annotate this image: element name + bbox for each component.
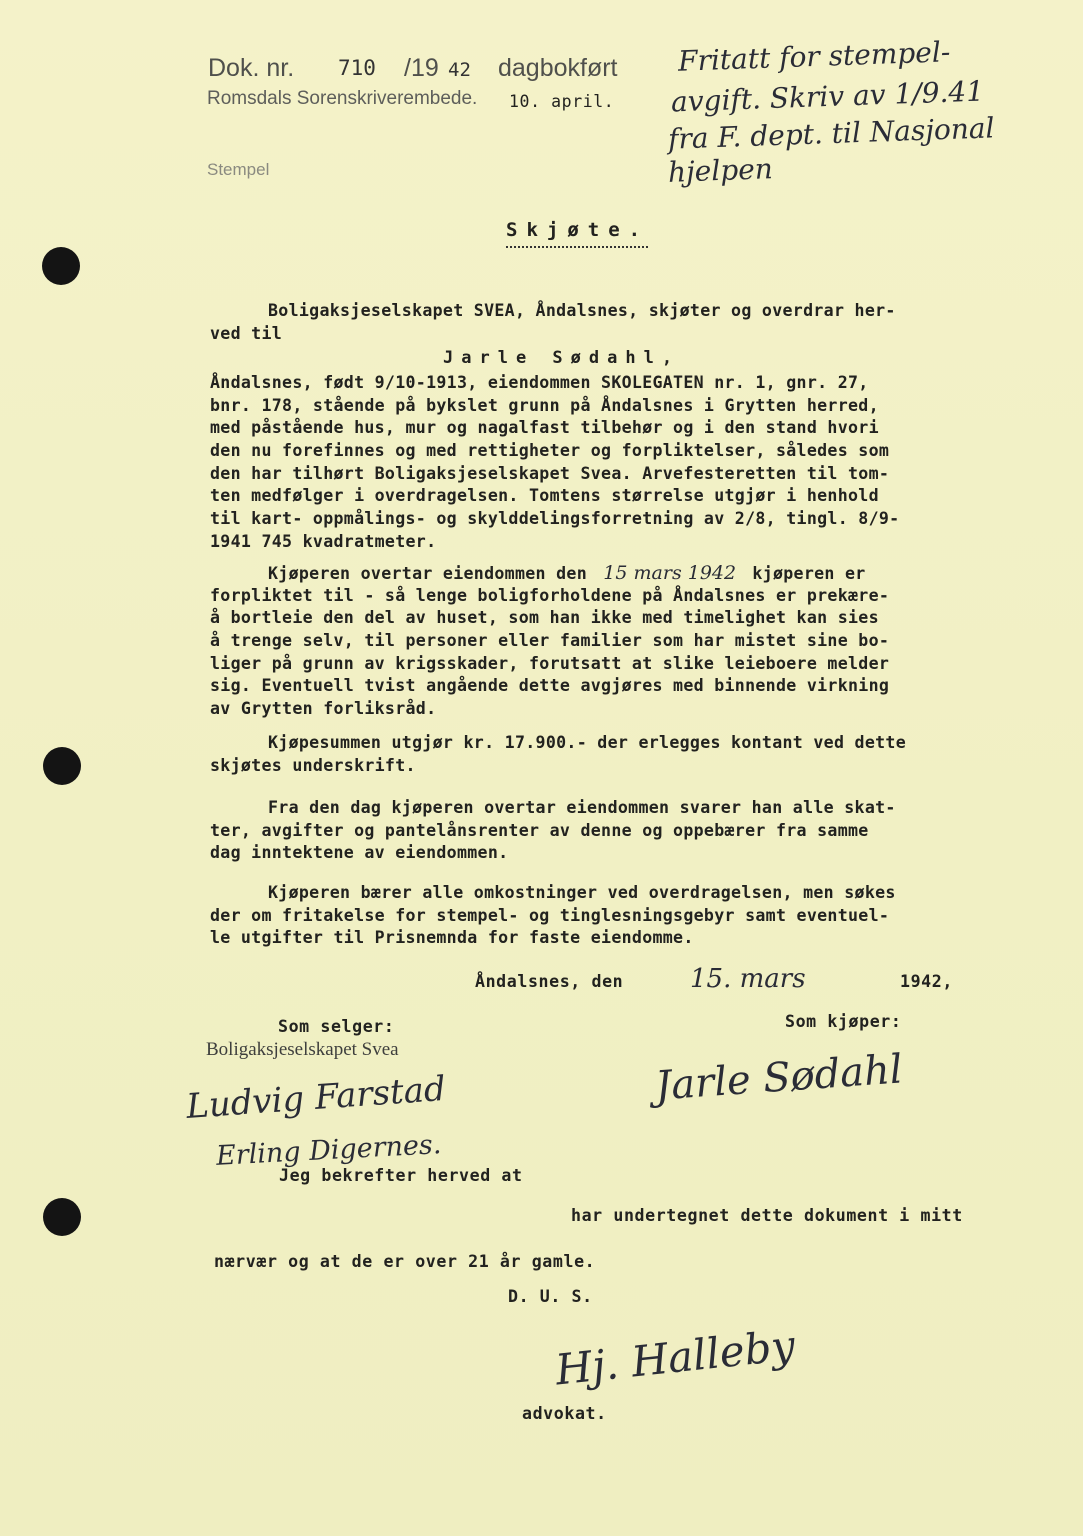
taxes-paragraph: [210, 797, 1052, 865]
text-line: [210, 562, 1052, 585]
witness-age-statement: nærvær og at de er over 21 år gamle.: [214, 1252, 596, 1271]
text-line: Åndalsnes, født 9/10-1913, eiendommen SKOLEGATEN nr. 1, gnr. 27,: [210, 373, 869, 392]
margin-note-line: hjelpen: [667, 152, 774, 189]
year-prefix: /19: [404, 54, 439, 82]
buyer-signature: Jarle Sødahl: [653, 1046, 904, 1110]
text-line: dag inntektene av eiendommen.: [210, 843, 509, 863]
text-line: å trenge selv, til personer eller familier som har mistet sine bo-: [210, 631, 890, 651]
handwritten-signing-date: 15. mars: [690, 964, 806, 994]
text-line: liger på grunn av krigsskader, forutsatt at slike leieboere melder: [210, 653, 890, 673]
text-segment: kjøperen er: [752, 564, 866, 583]
witness-title: advokat.: [522, 1404, 607, 1423]
text-line: bnr. 178, stående på bykslet grunn på Åndalsnes i Grytten herred,: [210, 395, 879, 415]
buyer-name: Jarle Sødahl,: [443, 348, 681, 368]
obligations-paragraph: [210, 562, 1052, 721]
dus-abbreviation: D. U. S.: [508, 1287, 593, 1306]
text-line: Kjøperen bærer alle omkostninger ved overdragelsen, men søkes: [268, 883, 896, 902]
seller-signature-second: Erling Digernes.: [215, 1129, 443, 1172]
text-line: der om fritakelse for stempel- og tinglesningsgebyr samt eventuel-: [210, 905, 890, 925]
text-line: med påstående hus, mur og nagalfast tilbehør og i den stand hvori: [210, 418, 879, 438]
margin-note-line: fra F. dept. til Nasjonal: [667, 111, 996, 156]
text-line: 1941 745 kvadratmeter.: [210, 531, 437, 551]
stamp-date: 10. april.: [509, 92, 615, 111]
witness-statement: har undertegnet dette dokument i mitt: [571, 1206, 963, 1225]
margin-note-line: avgift. Skriv av 1/9.41: [670, 74, 985, 119]
text-line: Boligaksjeselskapet SVEA, Åndalsnes, skjøter og overdrar her-: [268, 301, 896, 320]
property-description-paragraph: [210, 372, 1052, 554]
text-line: sig. Eventuell tvist angående dette avgjøres med binnende virkning: [210, 676, 890, 696]
dok-number: 710: [338, 56, 376, 80]
title-underline: [506, 246, 648, 248]
witness-confirmation: Jeg bekrefter herved at: [279, 1166, 523, 1185]
text-line: skjøtes underskrift.: [210, 755, 416, 775]
margin-note-line: Fritatt for stempel-: [677, 35, 951, 78]
text-line: den har tilhørt Boligaksjeselskapet Svea. Arvefesteretten til tom-: [210, 463, 890, 483]
text-line: ten medfølger i overdragelsen. Tomtens størrelse utgjør i henhold: [210, 486, 879, 506]
text-segment: Kjøperen overtar eiendommen den: [268, 564, 587, 583]
conveyance-paragraph: [210, 300, 1052, 345]
text-line: Kjøpesummen utgjør kr. 17.900.- der erlegges kontant ved dette: [268, 733, 906, 752]
text-line: ved til: [210, 323, 283, 343]
handwritten-takeover-date: 15 mars 1942: [603, 562, 737, 584]
court-office: Romsdals Sorenskriverembede.: [207, 88, 478, 109]
text-line: av Grytten forliksråd.: [210, 699, 437, 719]
text-line: le utgifter til Prisnemnda for faste eiendomme.: [210, 928, 694, 948]
buyer-label: Som kjøper:: [785, 1012, 902, 1031]
year-suffix: 42: [448, 59, 471, 81]
document-title: Skjøte.: [506, 219, 650, 241]
text-line: forpliktet til - så lenge boligforholdene på Åndalsnes er prekære-: [210, 585, 890, 605]
text-line: Fra den dag kjøperen overtar eiendommen svarer han alle skat-: [268, 798, 896, 817]
signing-year: 1942,: [900, 972, 953, 991]
witness-signature: Hj. Halleby: [553, 1320, 798, 1395]
text-line: ter, avgifter og pantelånsrenter av denne og oppebærer fra samme: [210, 820, 869, 840]
text-line: den nu forefinnes og med rettigheter og forpliktelser, således som: [210, 441, 890, 461]
text-line: å bortleie den del av huset, som han ikke med timelighet kan sies: [210, 608, 879, 628]
dagbokfort-label: dagbokført: [498, 54, 618, 82]
dok-label: Dok. nr.: [208, 54, 295, 82]
punch-hole-top: [42, 247, 80, 285]
punch-hole-bottom: [43, 1198, 81, 1236]
stempel-label: Stempel: [207, 160, 270, 179]
punch-hole-middle: [43, 747, 81, 785]
text-line: til kart- oppmålings- og skylddelingsforretning av 2/8, tingl. 8/9-: [210, 509, 900, 529]
seller-company-stamp: Boligaksjeselskapet Svea: [206, 1039, 399, 1060]
costs-paragraph: [210, 882, 1052, 950]
seller-signature: Ludvig Farstad: [184, 1068, 447, 1128]
place-label: Åndalsnes, den: [475, 972, 624, 991]
purchase-price-paragraph: [210, 732, 1052, 777]
seller-label: Som selger:: [278, 1017, 395, 1036]
